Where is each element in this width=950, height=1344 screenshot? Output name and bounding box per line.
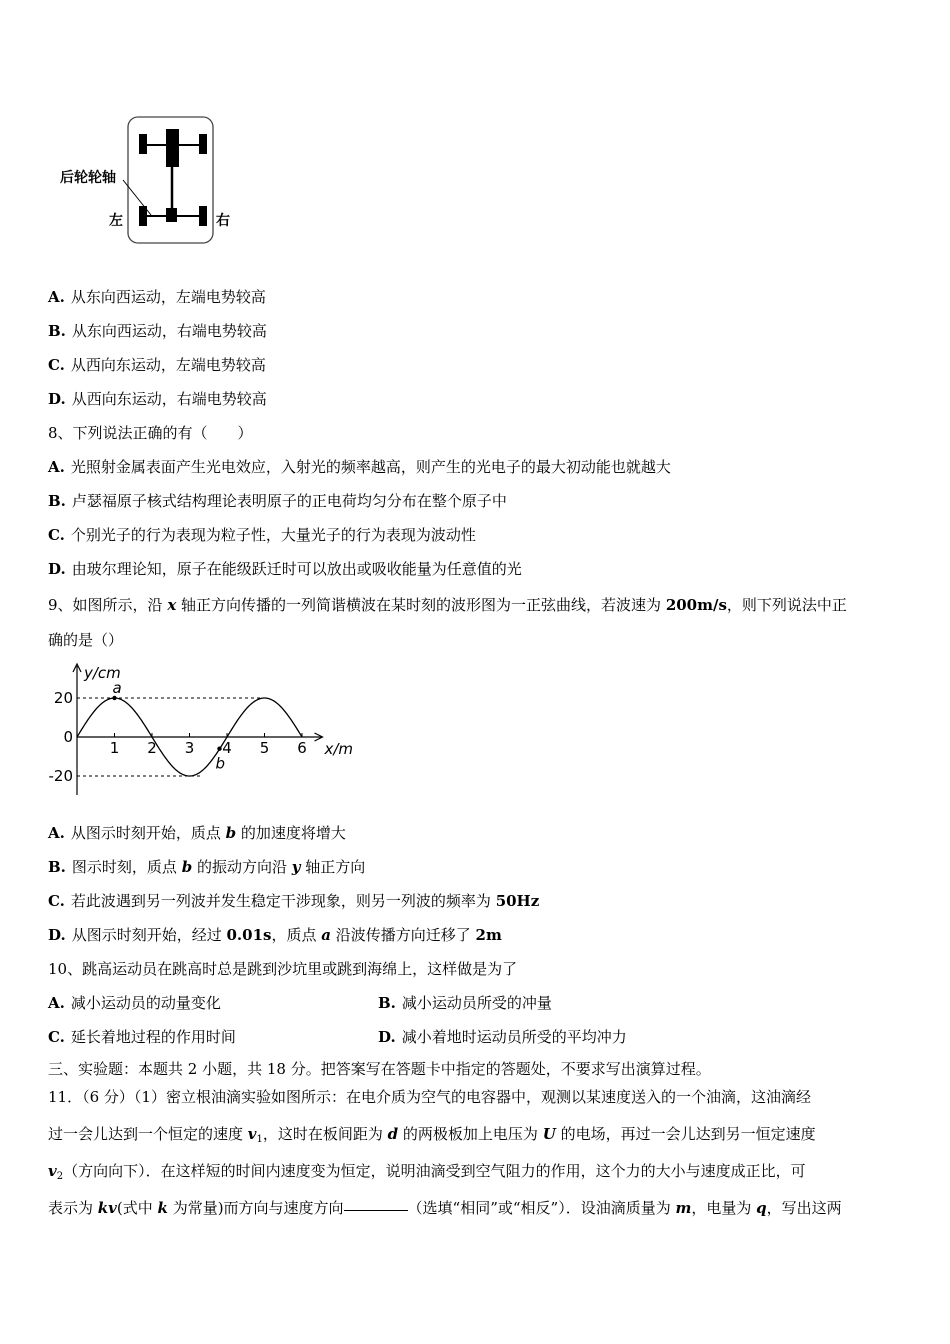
q7-option-c: C. 从西向东运动，左端电势较高 [48, 356, 266, 374]
q10-option-c: C. 延长着地过程的作用时间 [48, 1028, 236, 1046]
label-left: 左 [109, 213, 123, 229]
label-rear-axle: 后轮轮轴 [60, 170, 116, 186]
wave-chart [40, 660, 360, 800]
section-3-heading: 三、实验题：本题共 2 小题，共 18 分。把答案写在答题卡中指定的答题处，不要求写出演算过程。 [48, 1060, 711, 1078]
q10-stem: 10、跳高运动员在跳高时总是跳到沙坑里或跳到海绵上，这样做是为了 [48, 960, 518, 978]
x-axis-label: x/m [324, 740, 354, 758]
answer-blank[interactable] [344, 1209, 408, 1211]
q8-option-a: A. 光照射金属表面产生光电效应，入射光的频率越高，则产生的光电子的最大初动能也就越大 [48, 458, 671, 476]
point-b [217, 747, 221, 751]
q11-line4: 表示为 kv(式中 k 为常量)而方向与速度方向 （选填“相同”或“相反”）．设油滴质量为 m，电量为 q，写出这两 [48, 1199, 842, 1217]
q9-option-a: A. 从图示时刻开始，质点 b 的加速度将增大 [48, 824, 346, 842]
q11-line3: $v_2$（方向向下）．在这样短的时间内速度变为恒定，说明油滴受到空气阻力的作用，这个力的大小与速度成正比，可 [48, 1162, 806, 1182]
y-tick-label: 0 [63, 728, 73, 746]
q10-option-b: B. 减小运动员所受的冲量 [378, 994, 552, 1012]
x-tick-label: 5 [259, 739, 270, 757]
car-axle-figure [55, 112, 245, 247]
y-tick-label: -20 [48, 767, 73, 785]
q9-option-b: B. 图示时刻，质点 b 的振动方向沿 y 轴正方向 [48, 858, 366, 876]
q8-option-c: C. 个别光子的行为表现为粒子性，大量光子的行为表现为波动性 [48, 526, 476, 544]
q10-option-d: D. 减小着地时运动员所受的平均冲力 [378, 1028, 627, 1046]
point-label-a: a [112, 679, 122, 697]
chart-labels [49, 664, 354, 785]
q8-option-b: B. 卢瑟福原子核式结构理论表明原子的正电荷均匀分布在整个原子中 [48, 492, 507, 510]
label-right: 右 [216, 213, 230, 229]
x-tick-label: 2 [147, 739, 157, 757]
x-tick-label: 6 [297, 739, 307, 757]
q11-line2: 过一会儿达到一个恒定的速度 $v_1$，这时在板间距为 d 的两极板加上电压为 U 的电场，再过一会儿达到另一恒定速度 [48, 1125, 816, 1145]
q8-option-d: D. 由玻尔理论知，原子在能级跃迁时可以放出或吸收能量为任意值的光 [48, 560, 522, 578]
q7-option-b: B. 从东向西运动，右端电势较高 [48, 322, 267, 340]
q9-stem-line1: 9、如图所示，沿 x 轴正方向传播的一列简谐横波在某时刻的波形图为一正弦曲线，若波速为 200m/s，则下列说法中正 [48, 596, 847, 614]
x-tick-label: 4 [222, 739, 232, 757]
q10-option-a: A. 减小运动员的动量变化 [48, 994, 221, 1012]
q7-option-a: A. 从东向西运动，左端电势较高 [48, 288, 266, 306]
q7-option-d: D. 从西向东运动，右端电势较高 [48, 390, 267, 408]
y-tick-label: 20 [53, 689, 73, 707]
q8-stem: 8、下列说法正确的有（ ） [48, 424, 253, 442]
y-axis-label: y/cm [84, 664, 121, 682]
x-tick-label: 1 [109, 739, 120, 757]
q9-option-c: C. 若此波遇到另一列波并发生稳定干涉现象，则另一列波的频率为 50Hz [48, 892, 540, 910]
point-label-b: b [215, 754, 226, 773]
q9-option-d: D. 从图示时刻开始，经过 0.01s，质点 a 沿波传播方向迁移了 2m [48, 926, 502, 944]
x-tick-label: 3 [184, 739, 195, 757]
chart-axes [73, 664, 323, 795]
q9-stem-line2: 确的是（） [48, 631, 124, 649]
q11-line1: 11．（6 分）（1）密立根油滴实验如图所示：在电介质为空气的电容器中，观测以某速度送入的一个油滴，这油滴经 [48, 1088, 811, 1106]
